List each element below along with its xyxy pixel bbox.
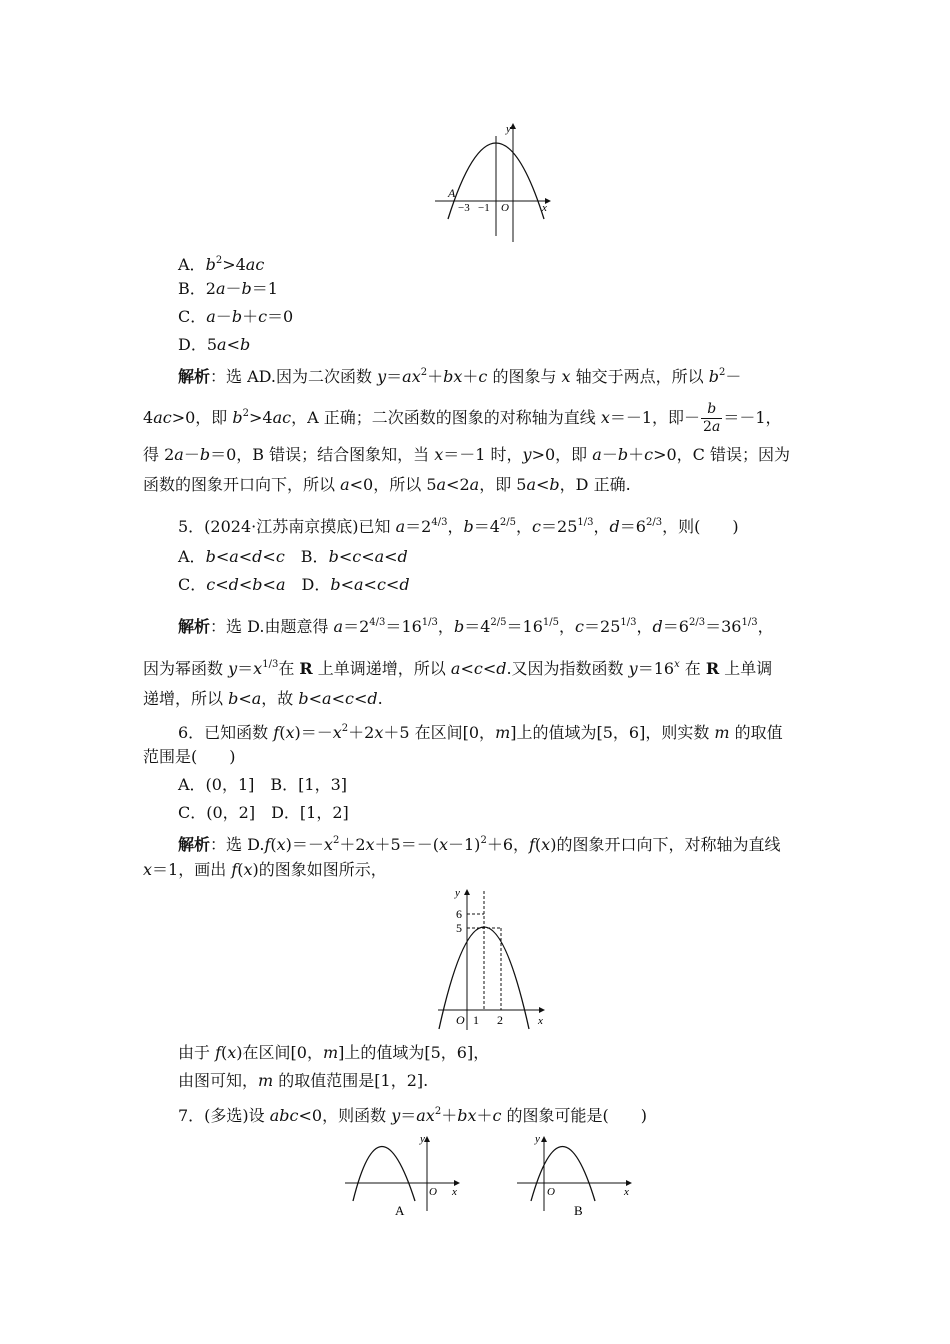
fig4-x-label: x	[624, 1186, 629, 1198]
fig1-tick-minus3: −3	[458, 202, 470, 214]
q6-options-ab: A．(0，1] B．[1，3]	[178, 775, 348, 794]
q5-options-ab: A．b<a<d<c B．b<c<a<d	[178, 547, 408, 566]
q7-stem: 7．(多选)设 abc<0，则函数 $y=ax^2+bx+c$ 的图象可能是( )	[178, 1106, 648, 1125]
fig2-tick-5: 5	[456, 921, 462, 935]
figure-parabola-1	[425, 118, 560, 244]
fig3-origin: O	[429, 1186, 437, 1198]
q4-solution-line-4: 函数的图象开口向下，所以 a<0，所以 5a<2a，即 5a<b，D 正确.	[143, 475, 631, 494]
fig3-x-label: x	[452, 1186, 457, 1198]
q4-option-c: C．a－b＋c＝0	[178, 307, 294, 326]
fig2-origin: O	[456, 1013, 465, 1027]
figure-option-a	[340, 1128, 470, 1222]
q6-stem-line-1: 6．已知函数 $f(x)=-x^2+2x+5$ 在区间[0，m]上的值域为[5，6]，则实数 m 的取值	[178, 723, 783, 742]
q6-solution-line-4: 由图可知，m 的取值范围是[1，2].	[178, 1071, 429, 1090]
fig2-x-label: x	[538, 1015, 543, 1027]
q4-option-d: D．5a<b	[178, 335, 251, 354]
fig2-tick-1: 1	[473, 1013, 479, 1027]
q6-options-cd: C．(0，2] D．[1，2]	[178, 803, 349, 822]
q4-solution-line-3: 得 2a－b＝0，B 错误；结合图象知，当 x＝－1 时，y>0，即 a－b＋c>0，C 错误；因为	[143, 445, 790, 464]
q6-solution-line-1: 解析：选 $D.f(x)=-x^2+2x+5=-(x-1)^2+6$，f(x)的图象开口向下，对称轴为直线	[178, 835, 781, 854]
fig1-point-a: A	[448, 186, 456, 200]
fig4-y-label: y	[535, 1133, 540, 1145]
fig2-tick-2: 2	[497, 1013, 503, 1027]
fig3-caption: A	[395, 1203, 405, 1218]
q6-solution-line-2: x＝1，画出 f(x)的图象如图所示，	[143, 860, 387, 879]
fig4-origin: O	[547, 1186, 555, 1198]
figure-option-b	[512, 1128, 642, 1222]
fig2-tick-6: 6	[456, 907, 462, 921]
q5-stem: 5．(2024·江苏南京摸底)已知 $a=2^{4/3}$，$b=4^{2/5}$，$c=25^{1/3}$，$d=6^{2/3}$，则( )	[178, 517, 739, 536]
q4-solution-line-1: 解析：选 AD.因为二次函数 $y=ax^2+bx+c$ 的图象与 x 轴交于两点，所以 $b^2-$	[178, 367, 742, 386]
fig1-x-label: x	[542, 202, 547, 214]
fraction-b-over-2a: $\frac{b}{2a}$	[703, 401, 721, 435]
q4-option-b: B．2a－b＝1	[178, 279, 278, 298]
q5-options-cd: C．c<d<b<a D．b<a<c<d	[178, 575, 410, 594]
fig3-y-label: y	[420, 1133, 425, 1145]
q6-solution-line-3: 由于 f(x)在区间[0，m]上的值域为[5，6]，	[178, 1043, 490, 1062]
q5-solution-line-2: 因为幂函数 $y=x^{1/3}$在 R 上单调递增，所以 a<c<d.又因为指数函数 $y=16^x$ 在 R 上单调	[143, 659, 773, 678]
figure-parabola-2	[430, 886, 554, 1030]
fig2-y-label: y	[455, 887, 460, 899]
q6-stem-line-2: 范围是( )	[143, 747, 236, 766]
q5-solution-line-1: 解析：选 D.由题意得 $a=2^{4/3}=16^{1/3}$，$b=4^{2/5}=16^{1/5}$，$c=25^{1/3}$，$d=6^{2/3}=36^{1/3}$，	[178, 617, 774, 636]
q5-solution-line-3: 递增，所以 b<a，故 b<a<c<d.	[143, 689, 383, 708]
fig4-caption: B	[574, 1203, 583, 1218]
fig1-y-label: y	[506, 123, 511, 135]
q4-option-a: A．$b^2>4ac$	[178, 255, 265, 274]
fig1-origin: O	[501, 202, 509, 214]
fig1-tick-minus1: −1	[478, 202, 490, 214]
q4-solution-line-2: 4ac>0，即 $b^2>4ac$，A 正确；二次函数的图象的对称轴为直线 x＝－1，即－ $\frac{b}{2a}$ ＝－1，	[143, 401, 782, 435]
